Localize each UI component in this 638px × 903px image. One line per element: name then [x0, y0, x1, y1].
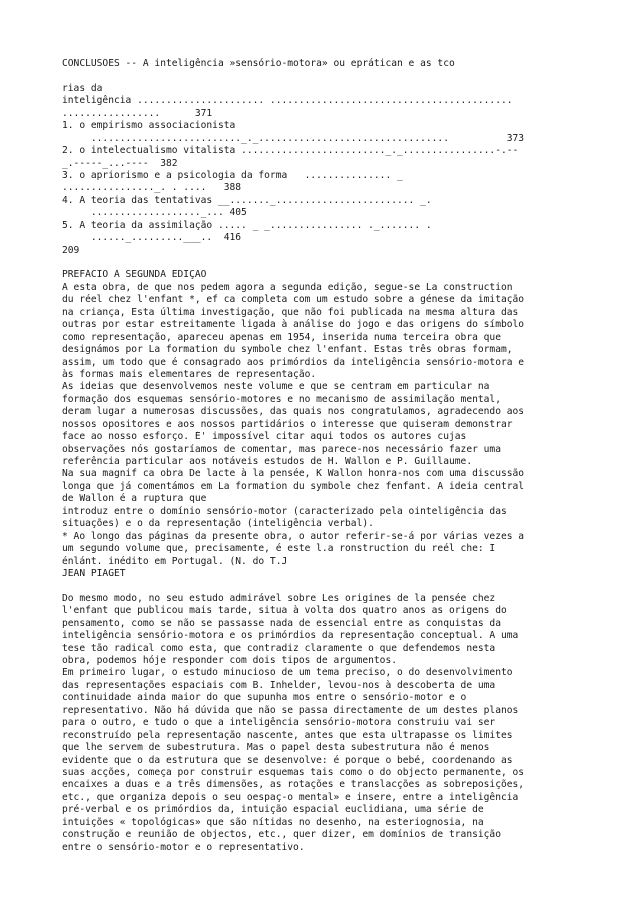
- preface-line: Na sua magnif ca obra De lacte à la pensée, K Wallon honra-nos com uma discussão: [62, 468, 525, 480]
- preface-line: designámos por La formation du symbole chez l'enfant. Estas três obras formam,: [62, 344, 513, 356]
- body-line: entre o sensório-motor e o representativo.: [62, 841, 305, 853]
- body-line: Do mesmo modo, no seu estudo admirável sobre Les origines de la pensée chez: [62, 592, 496, 604]
- preface-line: outras por estar estreitamente ligada à análise do jogo e das origens do símbolo: [62, 319, 525, 331]
- toc-line: .........................._._................................. 373: [62, 132, 525, 144]
- body-line: evidente que o da estrutura que se desenvolve: é porque o bebé, coordenando as: [62, 754, 513, 766]
- body-line: continuidade ainda maior do que supunha mos entre o sensório-motor e o: [62, 692, 467, 704]
- toc-line: ..................._... 405: [62, 207, 247, 219]
- preface-line: assim, um todo que é consagrado aos primórdios da inteligência sensório-motora e: [62, 356, 525, 368]
- body-line: pré-verbal e os primórdios da, intuição espacial euclidiana, uma série de: [62, 804, 484, 816]
- body-line: intuições « topológicas» que são nítidas no desenho, na esteriognosia, na: [62, 816, 484, 828]
- body-line: pensamento, como se não se passasse nada de essencial entre as conquistas da: [62, 617, 501, 629]
- conclusions-heading: CONCLUSÕES -- A inteligência »sensório-motora» ou eprátican e as tco: [62, 58, 455, 69]
- toc-line: 4. A teoria das tentativas __......._........................ _.: [62, 194, 432, 206]
- body-line: obra, podemos hóje responder com dois tipos de argumentos.: [62, 655, 398, 666]
- blank-line: [62, 580, 632, 592]
- toc-line: inteligência ...................... ..........................................: [62, 95, 513, 107]
- preface-line: nossos opositores e aos nossos partidários o interesse que quiseram demonstrar: [62, 418, 513, 430]
- preface-line: na criança, Esta última investigação, que não foi publicada na mesma altura das: [62, 306, 519, 318]
- document-page: [62, 58, 632, 854]
- body-line: tese tão radical como esta, que contradiz claramente o que defendemos nesta: [62, 642, 496, 654]
- preface-line: de Wallon é a ruptura que: [62, 493, 207, 505]
- preface-line: As ideias que desenvolvemos neste volume e que se centram em particular na: [62, 381, 490, 393]
- preface-line: como representação, apareceu apenas em 1954, inserida numa terceira obra que: [62, 331, 501, 343]
- toc-line: 1. o empirismo associacionista: [62, 120, 236, 132]
- toc-line: 2. o intelectualismo vitalista ........................._._................-.--: [62, 145, 519, 157]
- preface-line: du réel chez l'enfant *, ef ca completa com um estudo sobre a génese da imitação: [62, 294, 525, 306]
- preface-line: deram lugar a numerosas discussões, das quais nos congratulamos, agradecendo aos: [62, 406, 525, 418]
- preface-text: [62, 282, 632, 581]
- body-line: encaixes a duas e a três dimensões, as rotações e translacções as sobreposições,: [62, 779, 525, 791]
- blank-line: [62, 257, 632, 269]
- body-line: reconstruído pela representação nascente, antes que esta ultrapasse os limites: [62, 729, 513, 741]
- preface-line: face ao nosso esforço. É' impossível citar aqui todos os autores cujas: [62, 431, 467, 443]
- toc-line: ................. 371: [62, 107, 213, 119]
- body-line: que lhe servem de subestrutura. Mas o papel desta subestrutura não é menos: [62, 742, 490, 754]
- preface-line: introduz entre o domínio sensório-motor (caracterizado pela ointeligência das: [62, 505, 507, 517]
- toc-line: ......_.........___.. 416: [62, 232, 242, 244]
- body-line: para o outro, e tudo o que a inteligência sensório-motora construiu vai ser: [62, 717, 496, 729]
- body-line: l'enfant que publicou mais tarde, situa à volta dos quatro anos as origens do: [62, 605, 507, 617]
- body-line: suas acções, começa por construir esquemas tais como o do objecto permanente, os: [62, 766, 525, 778]
- body-line: etc., que organiza depois o seu oespaç-o mental» e insere, entre a inteligência: [62, 791, 519, 803]
- preface-line: formação dos esquemas sensório-motores e no mecanismo de assimilação mental,: [62, 393, 501, 405]
- body-line: das representações espaciais com B. Inhelder, levou-nos à descoberta de uma: [62, 679, 496, 691]
- body-line: Em primeiro lugar, o estudo minucioso de um tema preciso, o do desenvolvimento: [62, 667, 513, 679]
- preface-line: um segundo volume que, precisamente, é este l.a ronstruction du reél che: I: [62, 543, 496, 555]
- preface-line: JEAN PIAGET: [62, 567, 126, 579]
- preface-line: énlánt. inédito em Portugal. (N. do T.J: [62, 555, 288, 567]
- body-line: inteligência sensório-motora e os primórdios da representação conceptual. A uma: [62, 630, 519, 642]
- preface-line: situações) e o da representação (inteligência verbal).: [62, 518, 374, 530]
- preface-line: referência particular aos notáveis estudos de H. Wallon e P. Guillaume.: [62, 456, 473, 467]
- body-line: construção e reunião de objectos, etc., quer dizer, em domínios de transição: [62, 829, 501, 841]
- preface-line: às formas mais elementares de representação.: [62, 368, 317, 380]
- table-of-contents: [62, 83, 632, 257]
- toc-line: 3. o apriorismo e a psicologia da forma ............... _: [62, 169, 403, 181]
- preface-line: longa que já comentámos em La formation du symbole chez fenfant. A ideia central: [62, 480, 525, 492]
- toc-line: rias da: [62, 82, 103, 94]
- preface-line: * Ao longo das páginas da presente obra, o autor referir-se-á por várias vezes a: [62, 530, 525, 542]
- toc-line: 5. A teoria da assimilação ..... _ _................ ._....... .: [62, 219, 432, 231]
- toc-line: _.-----_...---- 382: [62, 157, 178, 169]
- toc-line: 209: [62, 244, 80, 256]
- body-line: representativo. Não há dúvida que não se passa directamente de um destes planos: [62, 704, 519, 716]
- body-text: [62, 593, 632, 854]
- blank-line: [62, 70, 632, 82]
- toc-line: ................_. . .... 388: [62, 182, 242, 194]
- preface-line: observações nós gostaríamos de comentar, mas parece-nos necessário fazer uma: [62, 443, 501, 455]
- preface-line: A esta obra, de que nos pedem agora a segunda edição, segue-se La construction: [62, 281, 513, 293]
- preface-title: PREFÁCIO À SEGUNDA EDIÇÃO: [62, 269, 207, 281]
